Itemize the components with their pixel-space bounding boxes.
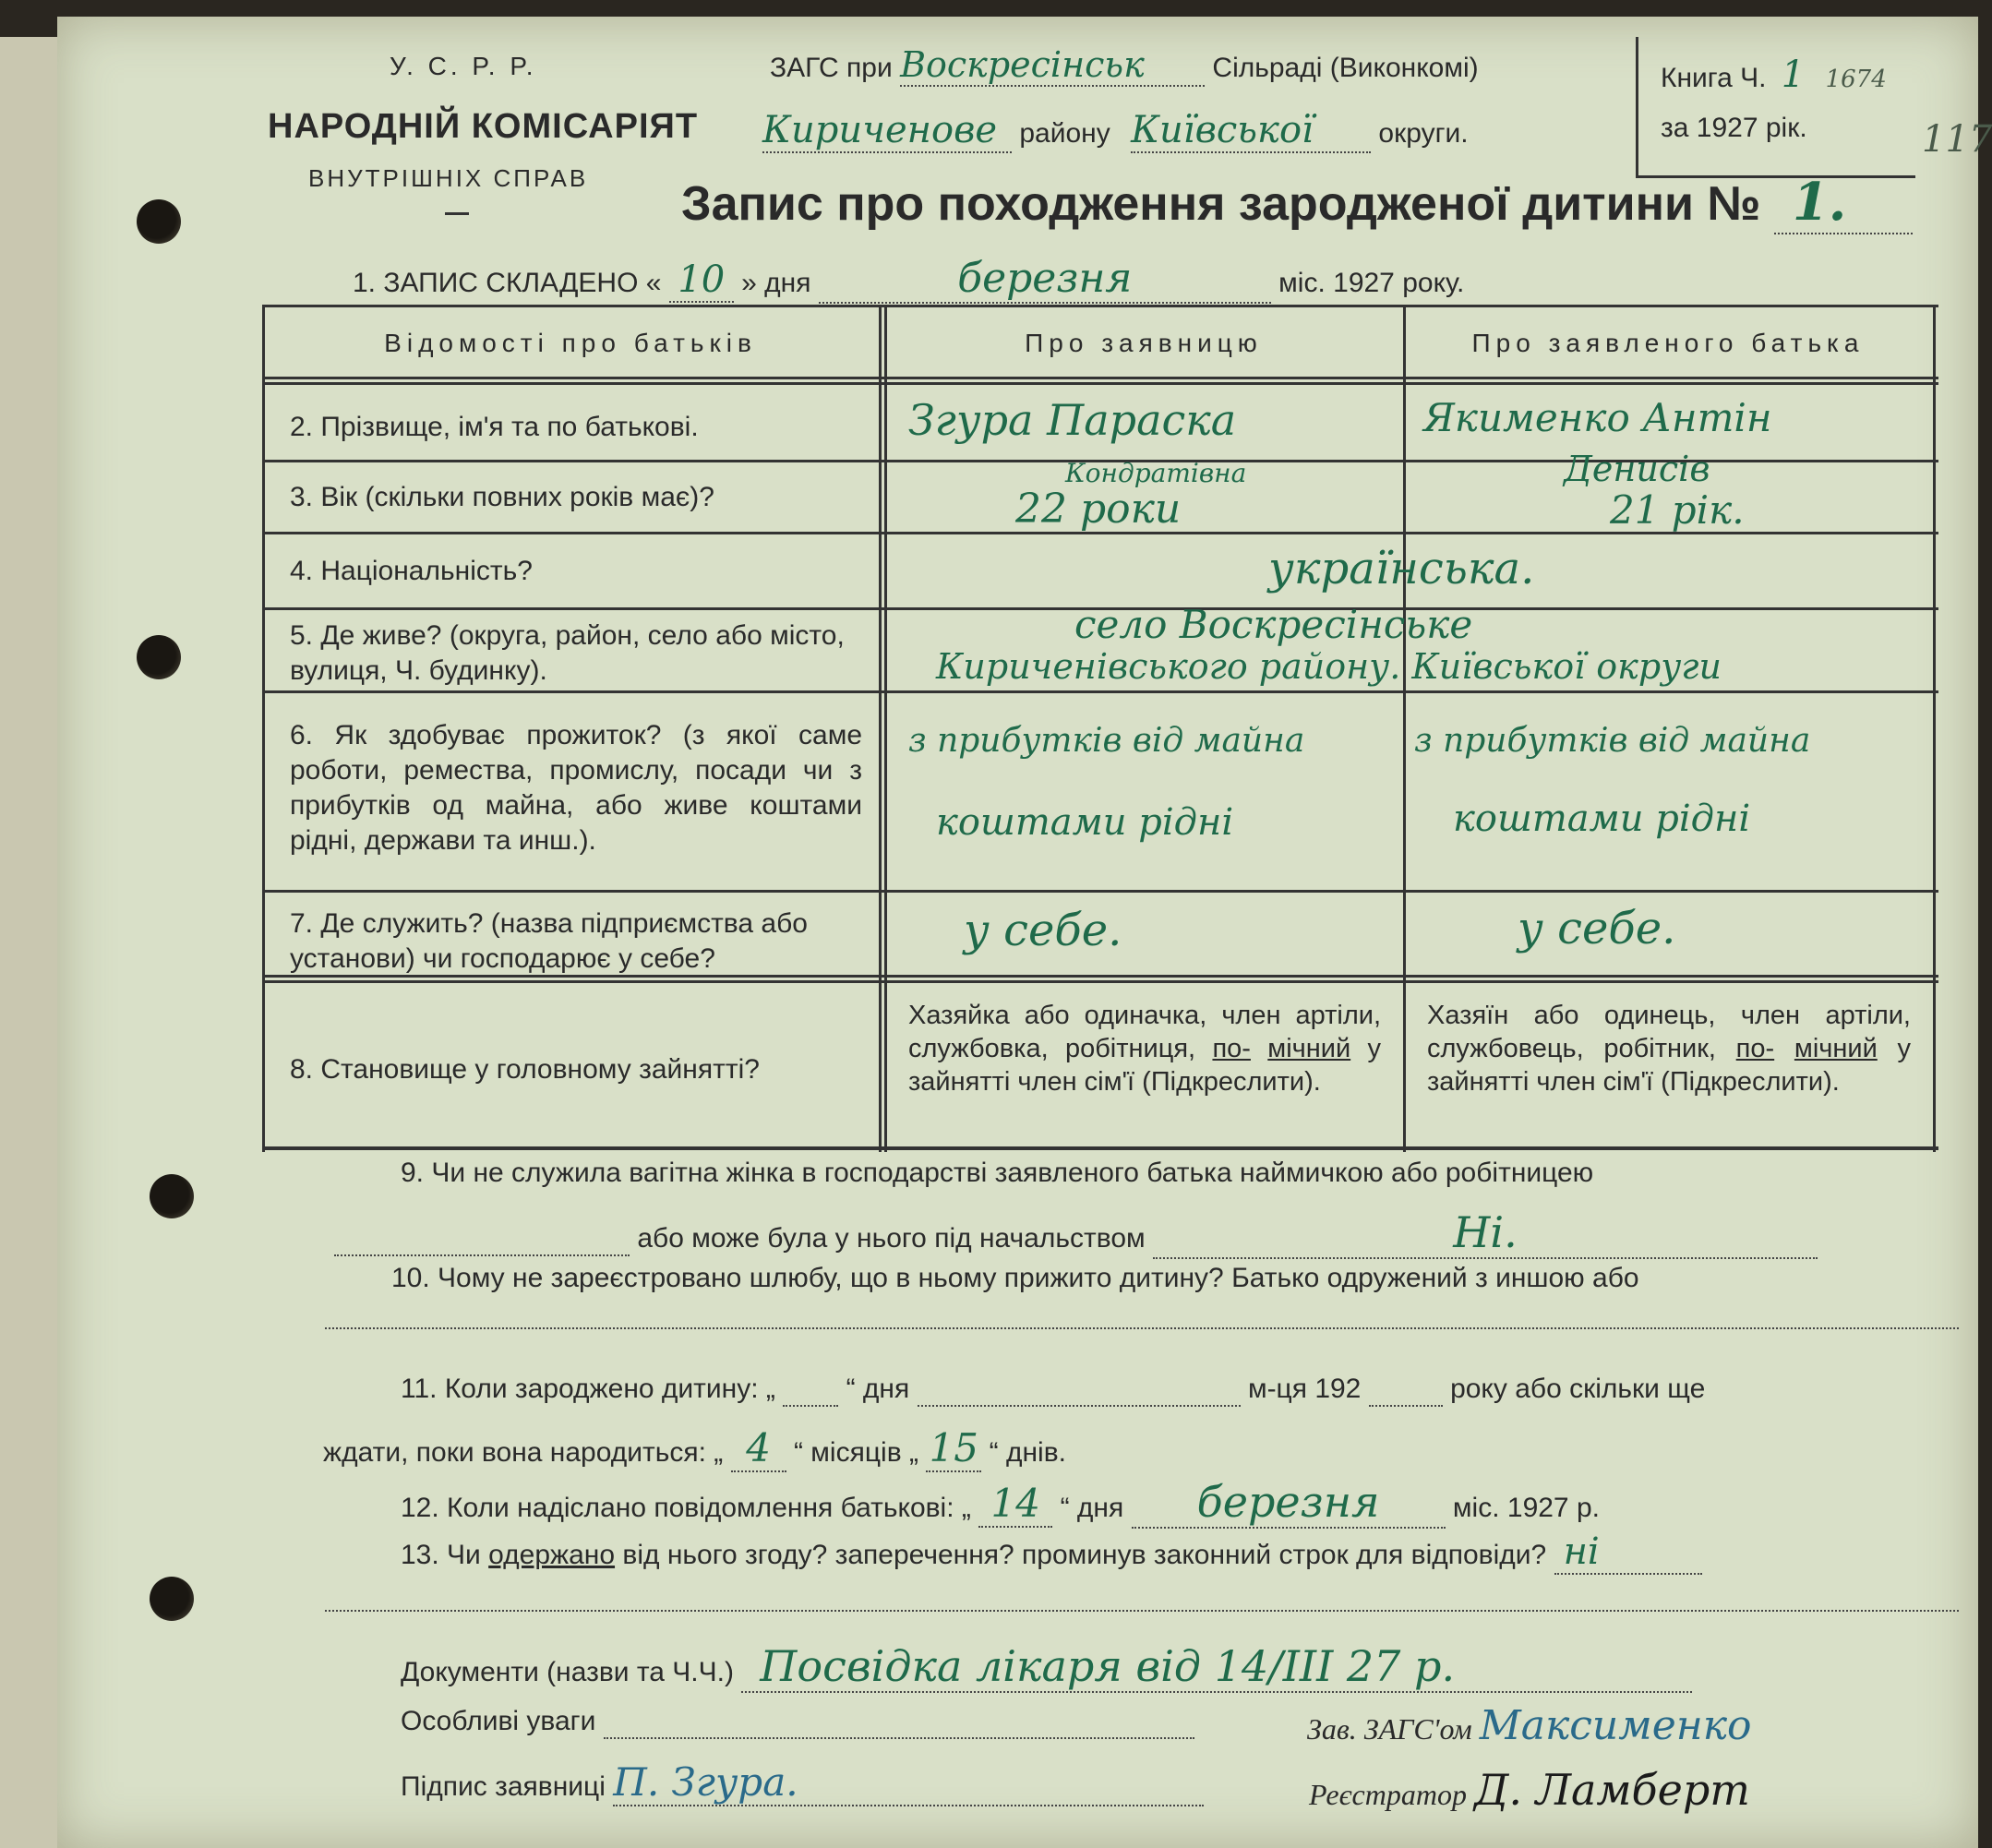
father-status-underlined: по- <box>1735 1034 1775 1063</box>
father-status-text: Хазяїн або одинець, член артіли, службовець, робітник, <box>1427 1001 1911 1063</box>
table-rule <box>262 890 1938 893</box>
table-border <box>262 305 1938 307</box>
question-9-line2 <box>334 1207 1818 1259</box>
mother-age-handwritten: 22 роки <box>1015 486 1182 533</box>
father-age-handwritten: 21 рік. <box>1610 487 1745 533</box>
binder-hole <box>150 1577 194 1621</box>
row-label-employment: 7. Де служить? (назва підприємства або установи) чи господарює у себе? <box>290 908 808 974</box>
question-13 <box>401 1530 1702 1575</box>
q11-text: “ місяців „ <box>793 1437 918 1468</box>
q11-days-handwritten: 15 <box>926 1425 981 1472</box>
q11-text: “ днів. <box>989 1437 1066 1468</box>
q11-text: року або скільки ще <box>1450 1374 1706 1404</box>
binder-hole <box>137 635 181 679</box>
head-signature-line <box>1307 1702 1752 1749</box>
father-income2-handwritten: коштами рідні <box>1453 798 1751 840</box>
residence-district-handwritten: Кириченівського району. Київської округи <box>936 646 1722 687</box>
form-title <box>681 172 1913 234</box>
applicant-signature: П. Згура. <box>613 1759 1204 1806</box>
registrar-signature-line <box>1309 1765 1750 1815</box>
table-column-rule <box>879 305 882 1152</box>
internal-affairs-label: ВНУТРІШНІХ СПРАВ <box>308 164 589 192</box>
record-month-handwritten: березня <box>819 255 1271 304</box>
mother-status-options <box>908 999 1381 1098</box>
table-column-rule <box>1403 305 1406 1152</box>
q11-text: 11. Коли зароджено дитину: „ <box>401 1374 775 1404</box>
q13-text: 13. Чи <box>401 1540 481 1570</box>
book-number-handwritten: 1 <box>1781 54 1806 96</box>
head-signature: Максименко <box>1479 1702 1752 1749</box>
father-employment-handwritten: у себе. <box>1518 903 1676 954</box>
mother-status-text: Хазяйка або одиначка, член артіли, службовка, робітниця, <box>908 1001 1381 1063</box>
documents-line <box>401 1641 1692 1693</box>
q13-text: від нього згоду? заперечення? проминув законний строк для відповіди? <box>622 1540 1547 1570</box>
birth-record-form <box>57 17 1992 1848</box>
documents-handwritten: Посвідка лікаря від 14/III 27 р. <box>741 1641 1692 1693</box>
q12-text: 12. Коли надіслано повідомлення батькові: „ <box>401 1493 971 1523</box>
book-label: Книга Ч. <box>1661 63 1767 93</box>
okrug-label: округи. <box>1378 118 1469 149</box>
registrar-signature: Д. Ламберт <box>1473 1765 1750 1815</box>
mother-status-underlined: мічний <box>1267 1034 1351 1063</box>
record-date-line <box>353 255 1464 304</box>
title-text: Запис про походження зародженої дитини № <box>681 177 1761 231</box>
table-rule <box>262 377 1938 379</box>
district-line <box>762 109 1469 153</box>
record-date-prefix: 1. ЗАПИС СКЛАДЕНО « <box>353 268 662 298</box>
applicant-signature-line <box>401 1759 1204 1806</box>
header-dash <box>445 212 469 215</box>
q11-months-handwritten: 4 <box>731 1425 786 1472</box>
mother-income-handwritten: з прибутків від майна <box>908 722 1305 760</box>
record-year-text: міс. 1927 року. <box>1278 268 1465 298</box>
mother-employment-handwritten: у себе. <box>964 905 1122 956</box>
q9-answer-handwritten: Ні. <box>1153 1207 1818 1259</box>
table-column-rule <box>884 305 887 1152</box>
table-border <box>262 305 265 1152</box>
district-handwritten: Кириченове <box>762 109 1012 153</box>
mother-name-handwritten: Згура Параска <box>908 395 1237 445</box>
council-suffix: Сільраді (Виконкомі) <box>1212 53 1479 83</box>
question-11-line2 <box>323 1425 1066 1472</box>
book-extra-handwritten: 1674 <box>1825 66 1887 93</box>
row-label-age: 3. Вік (скільки повних років має)? <box>290 482 714 512</box>
village-handwritten: Воскресінськ <box>900 44 1205 87</box>
record-day-suffix: » дня <box>741 268 811 298</box>
question-9: 9. Чи не служила вагітна жінка в господарстві заявленого батька наймичкою або робітницею <box>401 1158 1594 1188</box>
row-label-name: 2. Прізвище, ім'я та по батькові. <box>290 412 699 442</box>
registrar-label: Реєстратор <box>1309 1778 1467 1811</box>
nationality-handwritten: українська. <box>1268 543 1535 594</box>
question-11 <box>401 1374 1705 1407</box>
book-line <box>1661 54 1887 96</box>
q12-month-handwritten: березня <box>1132 1477 1446 1529</box>
q13-underlined: одержано <box>488 1540 616 1570</box>
head-label: Зав. ЗАГС'ом <box>1307 1712 1472 1746</box>
question-9-continuation: або може була у нього під начальством <box>637 1223 1146 1254</box>
okrug-handwritten: Київської <box>1131 109 1371 153</box>
book-box <box>1636 37 1915 178</box>
residence-village-handwritten: село Воскресінське <box>1074 602 1473 647</box>
row-label-nationality: 4. Національність? <box>290 556 533 586</box>
father-status-underlined: мічний <box>1794 1034 1878 1063</box>
binder-hole <box>137 199 181 244</box>
record-day-handwritten: 10 <box>669 258 734 303</box>
remarks-line <box>401 1706 1194 1739</box>
mother-patronymic-handwritten: Кондратівна <box>1065 458 1247 488</box>
zags-prefix: ЗАГС при <box>770 53 893 83</box>
applicant-signature-label: Підпис заявниці <box>401 1771 606 1802</box>
q11-text: м-ця 192 <box>1247 1374 1362 1404</box>
commissariat-label: НАРОДНІЙ КОМІСАРІЯТ <box>268 107 699 146</box>
father-patronymic-handwritten: Денисів <box>1564 449 1710 489</box>
q11-text: ждати, поки вона народиться: „ <box>323 1437 724 1468</box>
district-label: району <box>1019 118 1110 149</box>
table-rule <box>262 690 1938 693</box>
documents-label: Документи (назви та Ч.Ч.) <box>401 1657 734 1687</box>
father-income-handwritten: з прибутків від майна <box>1414 722 1811 760</box>
q12-day-handwritten: 14 <box>978 1481 1052 1528</box>
header-mother: Про заявницю <box>1025 329 1263 357</box>
record-number-handwritten: 1. <box>1774 172 1913 234</box>
year-label: за 1927 рік. <box>1661 113 1807 143</box>
q11-text: “ дня <box>846 1374 910 1404</box>
mother-income2-handwritten: коштами рідні <box>936 801 1234 844</box>
table-border <box>262 1146 1938 1150</box>
header-father: Про заявленого батька <box>1471 329 1865 357</box>
mother-status-text: у зайнятті член сім'ї (Підкреслити). <box>908 1034 1382 1097</box>
q13-answer-handwritten: ні <box>1554 1530 1702 1575</box>
parents-table <box>262 305 1938 1152</box>
row-label-income: 6. Як здобуває прожиток? (з якої саме роботи, ремества, промислу, посади чи з прибутків од майна, або живе коштами рідні, держави та инш.). <box>290 720 862 856</box>
ussr-label: У. С. Р. Р. <box>390 52 537 80</box>
q10-answer-blank <box>325 1327 1959 1329</box>
q12-text: “ дня <box>1060 1493 1124 1523</box>
row-label-residence: 5. Де живе? (округа, район, село або місто, вулиця, Ч. будинку). <box>290 620 845 686</box>
row-label-status: 8. Становище у головному зайнятті? <box>290 1054 760 1085</box>
question-12 <box>401 1477 1600 1529</box>
remarks-label: Особливі уваги <box>401 1706 596 1736</box>
header-parents-info: Відомості про батьків <box>384 329 757 357</box>
q12-text: міс. 1927 р. <box>1452 1493 1600 1523</box>
father-name-handwritten: Якименко Антін <box>1423 395 1772 440</box>
question-10: 10. Чому не зареєстровано шлюбу, що в ньому прижито дитину? Батько одружений з иншою або <box>391 1263 1639 1293</box>
father-status-text: у зайнятті член сім'ї (Підкреслити). <box>1427 1034 1912 1097</box>
father-status-options <box>1427 999 1911 1098</box>
margin-number-handwritten: 117 <box>1922 118 1992 161</box>
table-rule <box>262 382 1938 385</box>
table-border <box>1933 305 1936 1152</box>
mother-status-underlined: по- <box>1212 1034 1251 1063</box>
table-rule <box>262 980 1938 983</box>
q13-answer-blank <box>325 1610 1959 1612</box>
zags-line <box>770 44 1479 87</box>
binder-hole <box>150 1174 194 1218</box>
